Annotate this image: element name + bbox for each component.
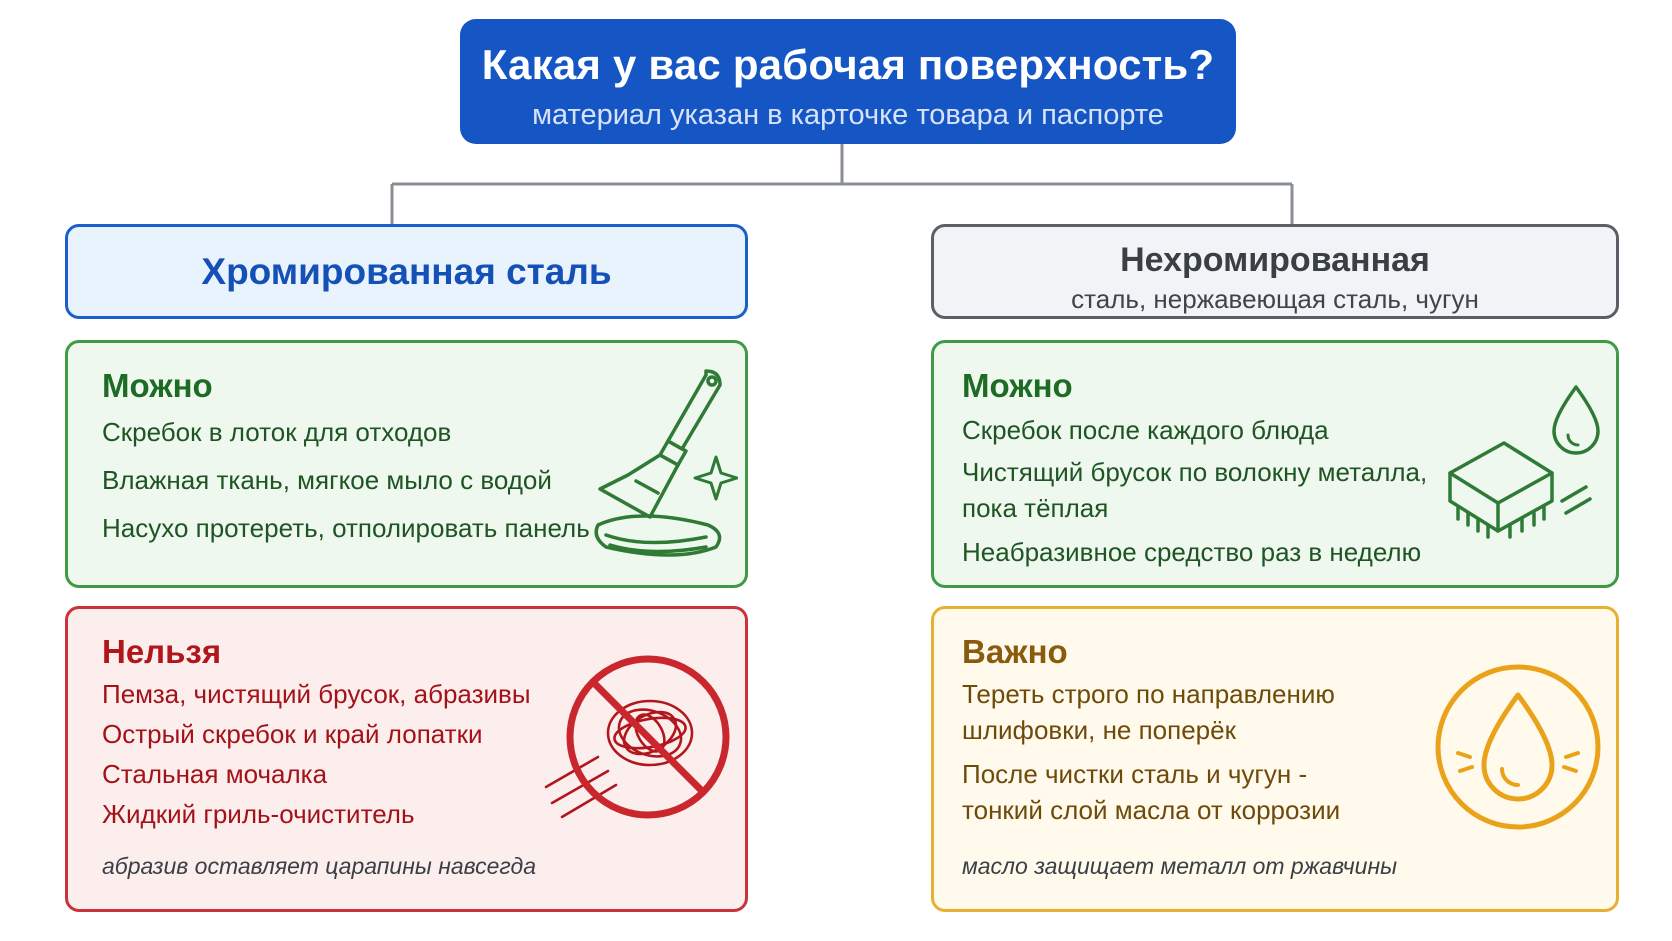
chrome-cannot-item: Пемза, чистящий брусок, абразивы bbox=[102, 679, 531, 709]
page-subtitle: материал указан в карточке товара и паспорте bbox=[532, 99, 1164, 131]
chrome-cannot-item: Острый скребок и край лопатки bbox=[102, 719, 483, 749]
non-chrome-header bbox=[931, 224, 1619, 319]
non-chrome-important-card bbox=[931, 606, 1619, 912]
non-chrome-heading: Нехромированная bbox=[1120, 241, 1430, 279]
chrome-cannot-card bbox=[65, 606, 748, 912]
non-chrome-subheading: сталь, нержавеющая сталь, чугун bbox=[1071, 284, 1479, 314]
sparkle-icon bbox=[695, 457, 737, 499]
non-chrome-important-title: Важно bbox=[962, 633, 1068, 670]
chrome-cannot-item: Стальная мочалка bbox=[102, 759, 328, 789]
non-chrome-important-note: масло защищает металл от ржавчины bbox=[962, 853, 1398, 879]
chrome-cannot-note: абразив оставляет царапины навсегда bbox=[102, 853, 537, 879]
chrome-can-title: Можно bbox=[102, 367, 213, 404]
chrome-can-item: Влажная ткань, мягкое мыло с водой bbox=[102, 465, 552, 495]
chrome-cannot-item: Жидкий гриль-очиститель bbox=[102, 799, 415, 829]
prohibited-steel-wool-icon bbox=[538, 649, 738, 829]
water-drop-icon bbox=[1554, 387, 1598, 453]
chrome-can-card bbox=[65, 340, 748, 588]
non-chrome-can-item: Чистящий брусок по волокну металла, bbox=[962, 457, 1428, 487]
non-chrome-can-card bbox=[931, 340, 1619, 588]
non-chrome-important-item: тонкий слой масла от коррозии bbox=[962, 795, 1341, 825]
non-chrome-important-item: Тереть строго по направлению bbox=[962, 679, 1335, 709]
cleaning-brick-icon bbox=[1444, 383, 1604, 553]
chrome-steel-header bbox=[65, 224, 748, 319]
non-chrome-important-item: После чистки сталь и чугун - bbox=[962, 759, 1308, 789]
chrome-cannot-title: Нельзя bbox=[102, 633, 222, 670]
non-chrome-important-item: шлифовки, не поперёк bbox=[962, 715, 1236, 745]
chrome-steel-heading: Хромированная сталь bbox=[201, 251, 612, 292]
chrome-can-item: Скребок в лоток для отходов bbox=[102, 417, 452, 447]
chrome-can-item: Насухо протереть, отполировать панель bbox=[102, 513, 590, 543]
non-chrome-can-item: Скребок после каждого блюда bbox=[962, 415, 1329, 445]
non-chrome-can-title: Можно bbox=[962, 367, 1073, 404]
scraper-cloth-icon bbox=[588, 365, 738, 565]
non-chrome-can-item: Неабразивное средство раз в неделю bbox=[962, 537, 1422, 567]
non-chrome-can-item: пока тёплая bbox=[962, 493, 1109, 523]
page-title: Какая у вас рабочая поверхность? bbox=[481, 41, 1215, 88]
oil-drop-icon bbox=[1428, 657, 1608, 837]
